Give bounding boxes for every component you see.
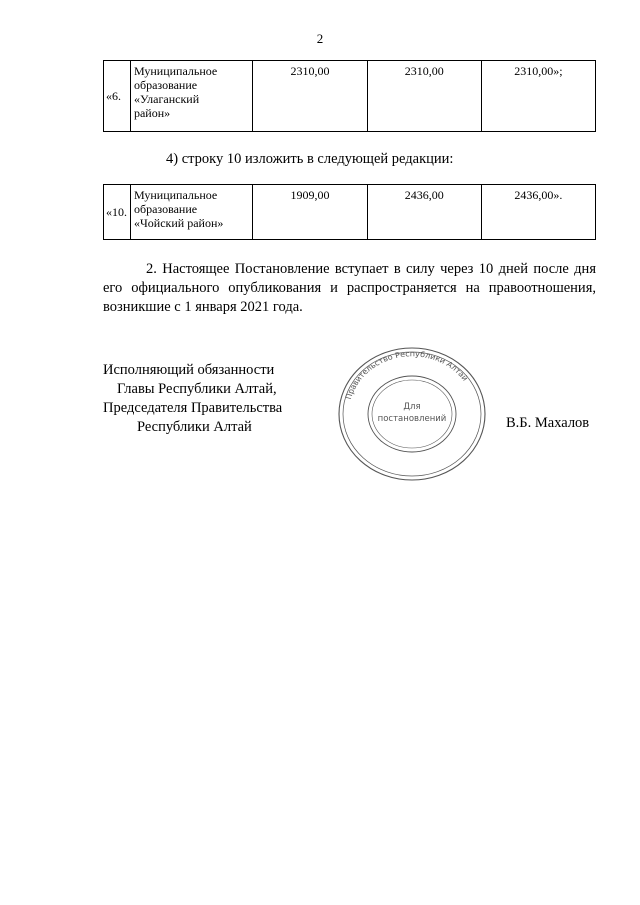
seal-center-line: Для	[403, 402, 421, 412]
table-row	[104, 61, 596, 132]
value-cell-2: 2436,00	[367, 185, 481, 240]
value-cell-2: 2310,00	[367, 61, 481, 132]
signature-title-block	[103, 361, 282, 437]
table-row	[104, 185, 596, 240]
effective-date-paragraph: 2. Настоящее Постановление вступает в силу через 10 дней после дня его официального опубликования и распространяется на правоотношения, возникшие с 1 января 2021 года.	[103, 261, 596, 315]
seal-outer-text: Правительство Республики Алтай	[343, 349, 471, 401]
page-number: 2	[316, 31, 324, 46]
municipality-name-cell	[130, 61, 252, 132]
instruction-line: 4) строку 10 изложить в следующей редакции:	[166, 151, 454, 167]
name-line: «Улаганский	[133, 92, 200, 106]
seal-center-line: постановлений	[377, 414, 447, 424]
value-cell-1: 2310,00	[253, 61, 367, 132]
municipality-name-cell	[130, 185, 252, 240]
value-cell-3: 2310,00»;	[481, 61, 595, 132]
svg-text:Правительство Республики Алтай	[344, 350, 470, 401]
signature-title-line: Председателя Правительства	[103, 400, 283, 416]
table-row-10	[103, 184, 596, 240]
table-row-6	[103, 60, 596, 132]
name-line: образование	[133, 202, 198, 216]
value-cell-3: 2436,00».	[481, 185, 595, 240]
row-number-cell: «6.	[104, 61, 131, 132]
signer-name: В.Б. Махалов	[506, 415, 590, 431]
value-cell-1: 1909,00	[253, 185, 367, 240]
name-line: образование	[133, 78, 198, 92]
signature-title-line: Главы Республики Алтай,	[117, 381, 277, 397]
name-line: Муниципальное	[133, 188, 218, 202]
name-line: Муниципальное	[133, 64, 218, 78]
signature-title-line: Исполняющий обязанности	[103, 362, 275, 378]
official-seal-stamp	[335, 346, 489, 482]
row-number-cell: «10.	[104, 185, 131, 240]
name-line: «Чойский район»	[133, 216, 224, 230]
signature-title-line: Республики Алтай	[137, 419, 252, 435]
name-line: район»	[133, 106, 171, 120]
